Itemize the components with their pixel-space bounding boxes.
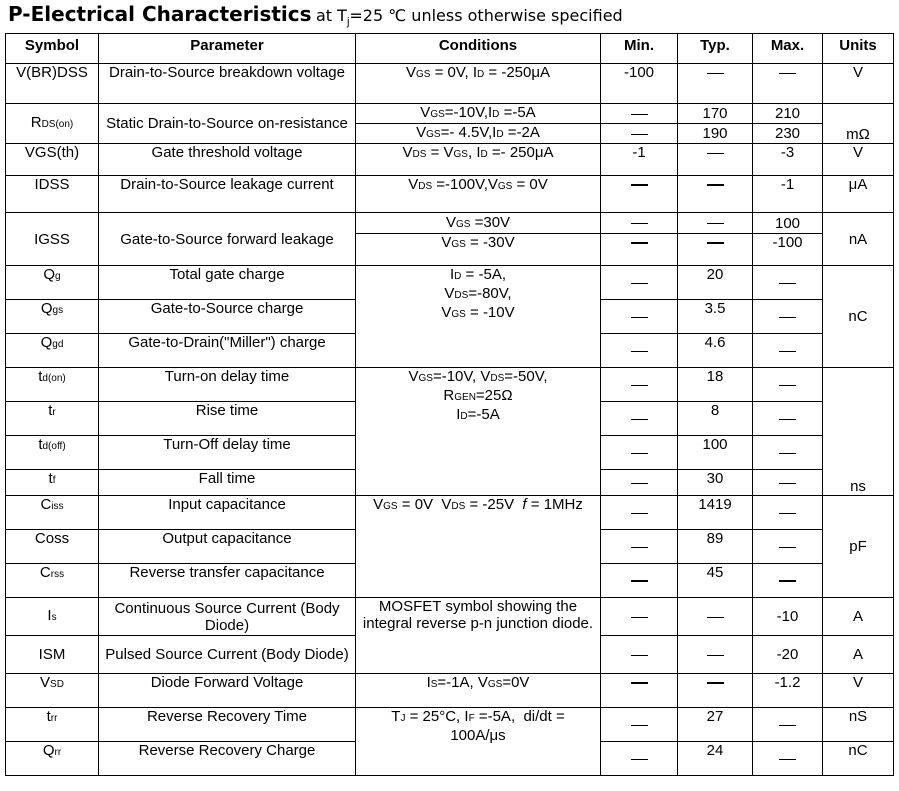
unit-cell: V — [823, 64, 894, 104]
typ-cell: 1419 — [678, 496, 753, 530]
typ-cell — [678, 144, 753, 176]
symbol-sub: d(off) — [42, 441, 66, 452]
parameter-cell: Input capacitance — [99, 496, 356, 530]
max-cell — [753, 266, 823, 300]
min-cell — [601, 708, 678, 742]
table-row — [6, 213, 894, 234]
min-cell — [601, 300, 678, 334]
condition-cell: VGS=- 4.5V,ID =-2A — [356, 124, 601, 144]
symbol-main: V — [40, 674, 51, 691]
min-cell — [601, 266, 678, 300]
symbol-main: t — [48, 470, 53, 487]
symbol-cell — [6, 402, 99, 436]
symbol-main: C — [39, 564, 51, 581]
symbol-sub: rr — [54, 747, 62, 758]
typ-cell — [678, 213, 753, 234]
typ-cell — [678, 176, 753, 213]
max-cell — [753, 368, 823, 402]
typ-cell: 18 — [678, 368, 753, 402]
symbol-cell — [6, 300, 99, 334]
title-main: P-Electrical Characteristics — [8, 2, 312, 26]
symbol-cell: Coss — [6, 530, 99, 564]
symbol-cell — [6, 104, 99, 144]
condition-cell: IS=-1A, VGS=0V — [356, 674, 601, 708]
typ-cell: 24 — [678, 742, 753, 776]
symbol-cell — [6, 266, 99, 300]
table-row — [6, 266, 894, 300]
page-title — [8, 2, 623, 28]
unit-cell: nA — [823, 213, 894, 266]
unit-cell: nS — [823, 708, 894, 742]
typ-cell: 30 — [678, 470, 753, 496]
symbol-cell — [6, 470, 99, 496]
symbol-cell — [6, 598, 99, 636]
min-cell — [601, 598, 678, 636]
min-cell — [601, 564, 678, 598]
symbol-cell — [6, 368, 99, 402]
typ-cell — [678, 234, 753, 266]
max-cell: 230 — [753, 124, 823, 144]
min-cell — [601, 530, 678, 564]
max-cell — [753, 436, 823, 470]
min-cell: -1 — [601, 144, 678, 176]
unit-cell: mΩ — [823, 104, 894, 144]
unit-cell: ns — [823, 368, 894, 496]
parameter-cell: Drain-to-Source breakdown voltage — [99, 64, 356, 104]
header-typ: Typ. — [678, 34, 753, 64]
unit-cell: pF — [823, 496, 894, 598]
parameter-cell: Output capacitance — [99, 530, 356, 564]
symbol-cell: IGSS — [6, 213, 99, 266]
symbol-cell — [6, 564, 99, 598]
parameter-cell: Gate threshold voltage — [99, 144, 356, 176]
symbol-cell: ISM — [6, 636, 99, 674]
min-cell — [601, 496, 678, 530]
max-cell — [753, 496, 823, 530]
parameter-cell: Continuous Source Current (Body Diode) — [99, 598, 356, 636]
parameter-cell: Gate-to-Drain("Miller") charge — [99, 334, 356, 368]
max-cell — [753, 300, 823, 334]
unit-cell: nC — [823, 742, 894, 776]
unit-cell: μA — [823, 176, 894, 213]
condition-cell: VGS =30V — [356, 213, 601, 234]
parameter-cell: Gate-to-Source charge — [99, 300, 356, 334]
min-cell — [601, 213, 678, 234]
symbol-sub: gd — [52, 339, 64, 350]
table-row — [6, 708, 894, 742]
header-conditions: Conditions — [356, 34, 601, 64]
title-at: at T — [316, 6, 347, 25]
table-row — [6, 674, 894, 708]
header-parameter: Parameter — [99, 34, 356, 64]
header-row — [6, 34, 894, 64]
min-cell — [601, 636, 678, 674]
header-max: Max. — [753, 34, 823, 64]
parameter-cell: Rise time — [99, 402, 356, 436]
symbol-cell — [6, 742, 99, 776]
condition-cell: ID = -5A, VDS=-80V, VGS = -10V — [356, 266, 601, 368]
min-cell — [601, 234, 678, 266]
parameter-cell: Drain-to-Source leakage current — [99, 176, 356, 213]
symbol-sub: DS(on) — [41, 119, 74, 130]
header-min: Min. — [601, 34, 678, 64]
symbol-cell — [6, 674, 99, 708]
parameter-cell: Static Drain-to-Source on-resistance — [99, 104, 356, 144]
max-cell — [753, 470, 823, 496]
max-cell: -3 — [753, 144, 823, 176]
min-cell — [601, 402, 678, 436]
min-cell: -100 — [601, 64, 678, 104]
parameter-cell: Total gate charge — [99, 266, 356, 300]
title-rest: =25 ℃ unless otherwise specified — [349, 6, 623, 25]
max-cell: -1.2 — [753, 674, 823, 708]
condition-cell: TJ = 25°C, IF =-5A, di/dt = 100A/μs — [356, 708, 601, 776]
max-cell: -10 — [753, 598, 823, 636]
min-cell — [601, 334, 678, 368]
typ-cell: 27 — [678, 708, 753, 742]
max-cell: -20 — [753, 636, 823, 674]
table-row — [6, 496, 894, 530]
symbol-cell: IDSS — [6, 176, 99, 213]
header-units: Units — [823, 34, 894, 64]
symbol-main: t — [46, 708, 51, 725]
symbol-sub: g — [55, 271, 61, 282]
min-cell — [601, 176, 678, 213]
condition-cell: VGS = -30V — [356, 234, 601, 266]
symbol-main: t — [38, 368, 43, 385]
parameter-cell: Reverse transfer capacitance — [99, 564, 356, 598]
symbol-main: R — [30, 114, 42, 131]
typ-cell: 45 — [678, 564, 753, 598]
parameter-cell: Gate-to-Source forward leakage — [99, 213, 356, 266]
condition-cell: VDS =-100V,VGS = 0V — [356, 176, 601, 213]
condition-cell: VGS=-10V,ID =-5A — [356, 104, 601, 124]
parameter-cell: Reverse Recovery Time — [99, 708, 356, 742]
condition-cell: VGS=-10V, VDS=-50V, RGEN=25Ω ID=-5A — [356, 368, 601, 496]
parameter-cell: Pulsed Source Current (Body Diode) — [99, 636, 356, 674]
min-cell — [601, 368, 678, 402]
max-cell: 100 — [753, 213, 823, 234]
unit-cell: V — [823, 674, 894, 708]
max-cell — [753, 402, 823, 436]
symbol-sub: iss — [51, 501, 64, 512]
symbol-cell — [6, 708, 99, 742]
max-cell — [753, 742, 823, 776]
parameter-cell: Diode Forward Voltage — [99, 674, 356, 708]
typ-cell: 4.6 — [678, 334, 753, 368]
symbol-sub: SD — [50, 679, 64, 690]
unit-cell: A — [823, 636, 894, 674]
max-cell: 210 — [753, 104, 823, 124]
unit-cell: A — [823, 598, 894, 636]
symbol-main: t — [38, 436, 43, 453]
symbol-cell — [6, 436, 99, 470]
unit-cell: nC — [823, 266, 894, 368]
table-row — [6, 144, 894, 176]
parameter-cell: Turn-on delay time — [99, 368, 356, 402]
parameter-cell: Turn-Off delay time — [99, 436, 356, 470]
unit-cell: V — [823, 144, 894, 176]
symbol-sub: r — [52, 407, 56, 418]
min-cell — [601, 124, 678, 144]
symbol-sub: rss — [50, 569, 65, 580]
typ-cell: 3.5 — [678, 300, 753, 334]
symbol-main: Q — [40, 300, 53, 317]
typ-cell — [678, 636, 753, 674]
parameter-cell: Fall time — [99, 470, 356, 496]
table-row — [6, 64, 894, 104]
typ-cell — [678, 598, 753, 636]
typ-cell: 100 — [678, 436, 753, 470]
min-cell — [601, 104, 678, 124]
table-row — [6, 598, 894, 636]
symbol-cell — [6, 496, 99, 530]
condition-cell: VGS = 0V VDS = -25V f = 1MHz — [356, 496, 601, 598]
typ-cell: 20 — [678, 266, 753, 300]
table-row — [6, 176, 894, 213]
typ-cell: 190 — [678, 124, 753, 144]
typ-cell: 8 — [678, 402, 753, 436]
min-cell — [601, 470, 678, 496]
symbol-cell: VGS(th) — [6, 144, 99, 176]
typ-cell — [678, 64, 753, 104]
min-cell — [601, 742, 678, 776]
electrical-characteristics-table — [5, 33, 894, 776]
min-cell — [601, 436, 678, 470]
max-cell: -1 — [753, 176, 823, 213]
typ-cell — [678, 674, 753, 708]
header-symbol: Symbol — [6, 34, 99, 64]
condition-cell: MOSFET symbol showing the integral reverse p-n junction diode. — [356, 598, 601, 674]
max-cell — [753, 708, 823, 742]
condition-cell: VGS = 0V, ID = -250μA — [356, 64, 601, 104]
max-cell — [753, 564, 823, 598]
min-cell — [601, 674, 678, 708]
symbol-sub: s — [51, 612, 57, 623]
symbol-main: Q — [42, 742, 55, 759]
parameter-cell: Reverse Recovery Charge — [99, 742, 356, 776]
symbol-sub: d(on) — [42, 373, 66, 384]
typ-cell: 89 — [678, 530, 753, 564]
symbol-sub: f — [52, 475, 56, 486]
title-sub-j: j — [346, 16, 350, 29]
symbol-cell — [6, 334, 99, 368]
symbol-main: Q — [43, 266, 56, 283]
max-cell: -100 — [753, 234, 823, 266]
symbol-sub: rr — [50, 713, 58, 724]
symbol-main: t — [48, 402, 53, 419]
max-cell — [753, 334, 823, 368]
symbol-main: C — [40, 496, 52, 513]
symbol-sub: gs — [52, 305, 64, 316]
symbol-cell: V(BR)DSS — [6, 64, 99, 104]
typ-cell: 170 — [678, 104, 753, 124]
max-cell — [753, 64, 823, 104]
symbol-main: I — [47, 607, 52, 624]
symbol-main: Q — [40, 334, 53, 351]
table-row — [6, 368, 894, 402]
max-cell — [753, 530, 823, 564]
table-row — [6, 104, 894, 124]
condition-cell: VDS = VGS, ID =- 250μA — [356, 144, 601, 176]
